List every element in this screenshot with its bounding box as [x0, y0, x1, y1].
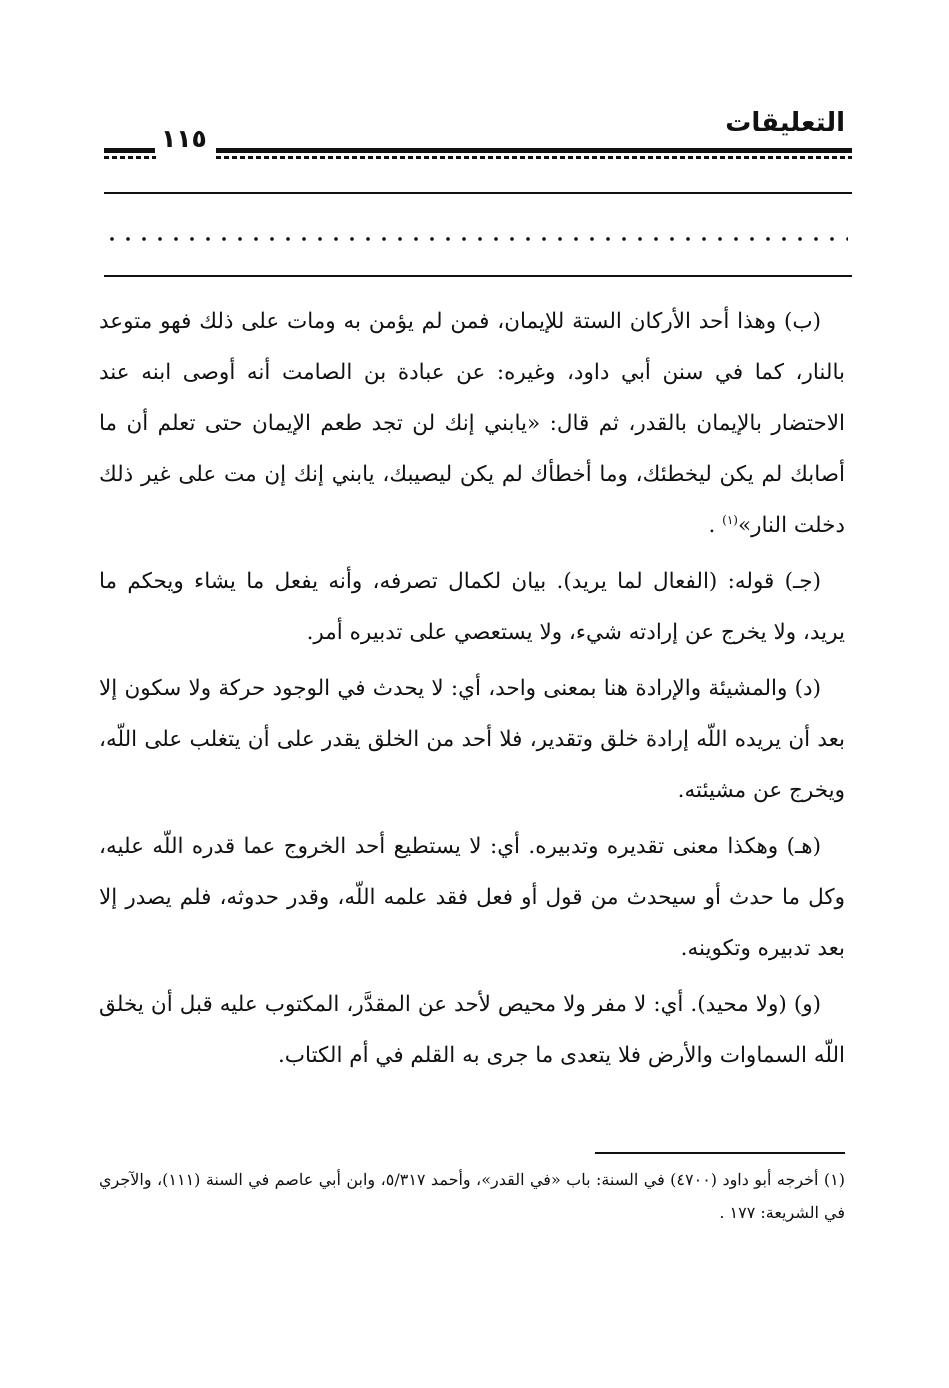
header-rule-left [104, 148, 156, 153]
paragraph-jim: (جـ) قوله: (الفعال لما يريد). بيان لكمال تصرفه، وأنه يفعل ما يشاء ويحكم ما يريد، ولا يخرج عن إرادته شيء، ولا يستعصي على تدبيره أمر. [99, 569, 845, 645]
header-rule-left-dashed [104, 156, 156, 159]
dotted-separator [104, 237, 848, 241]
header-rule-right [216, 148, 852, 153]
paragraph-b-text: (ب) وهذا أحد الأركان الستة للإيمان، فمن لم يؤمن به ومات على ذلك فهو متوعد بالنار، كما في سنن أبي داود، وغيره: عن عبادة بن الصامت أنه أوصى ابنه عند الاحتضار بالإيمان بالقدر، ثم قال: «يابني إنك لن تجد طعم الإيمان حتى تعلم أن ما أصابك لم يكن ليخطئك، وما أخطأك لم يكن ليصيبك، يابني إنك إن مت على غير ذلك دخلت النار» [99, 309, 845, 538]
footnotes [99, 1163, 845, 1229]
page-number: ١١٥ [155, 124, 213, 153]
running-title: التعليقات [725, 108, 845, 138]
paragraph-waw: (و) (ولا محيد). أي: لا مفر ولا محيص لأحد عن المقدَّر، المكتوب عليه قبل أن يخلق اللّه السماوات والأرض فلا يتعدى ما جرى به القلم في أم الكتاب. [99, 992, 845, 1068]
header-rule-right-dashed [216, 156, 852, 159]
paragraph-ha: (هـ) وهكذا معنى تقديره وتدبيره. أي: لا يستطيع أحد الخروج عما قدره اللّه عليه، وكل ما حدث أو سيحدث من قول أو فعل فقد علمه اللّه، وقدر حدوثه، فلم يصدر إلا بعد تدبيره وتكوينه. [99, 834, 845, 961]
paragraph-b [99, 296, 845, 551]
body-text [99, 296, 845, 1086]
footnote-1: (١) أخرجه أبو داود (٤٧٠٠) في السنة: باب «في القدر»، وأحمد ٥/٣١٧، وابن أبي عاصم في السنة (١١١)، والآجري في الشريعة: ١٧٧ . [99, 1170, 846, 1222]
footnote-reference: (١) [722, 512, 738, 527]
separator-rule-bottom [104, 275, 852, 277]
paragraph-b-end: . [708, 513, 723, 538]
footnote-separator [595, 1152, 845, 1154]
paragraph-dal: (د) والمشيئة والإرادة هنا بمعنى واحد، أي: لا يحدث في الوجود حركة ولا سكون إلا بعد أن يريده اللّه إرادة خلق وتقدير، فلا أحد من الخلق يقدر على أن يتغلب على اللّه، ويخرج عن مشيئته. [99, 676, 845, 803]
separator-rule-top [104, 192, 852, 194]
